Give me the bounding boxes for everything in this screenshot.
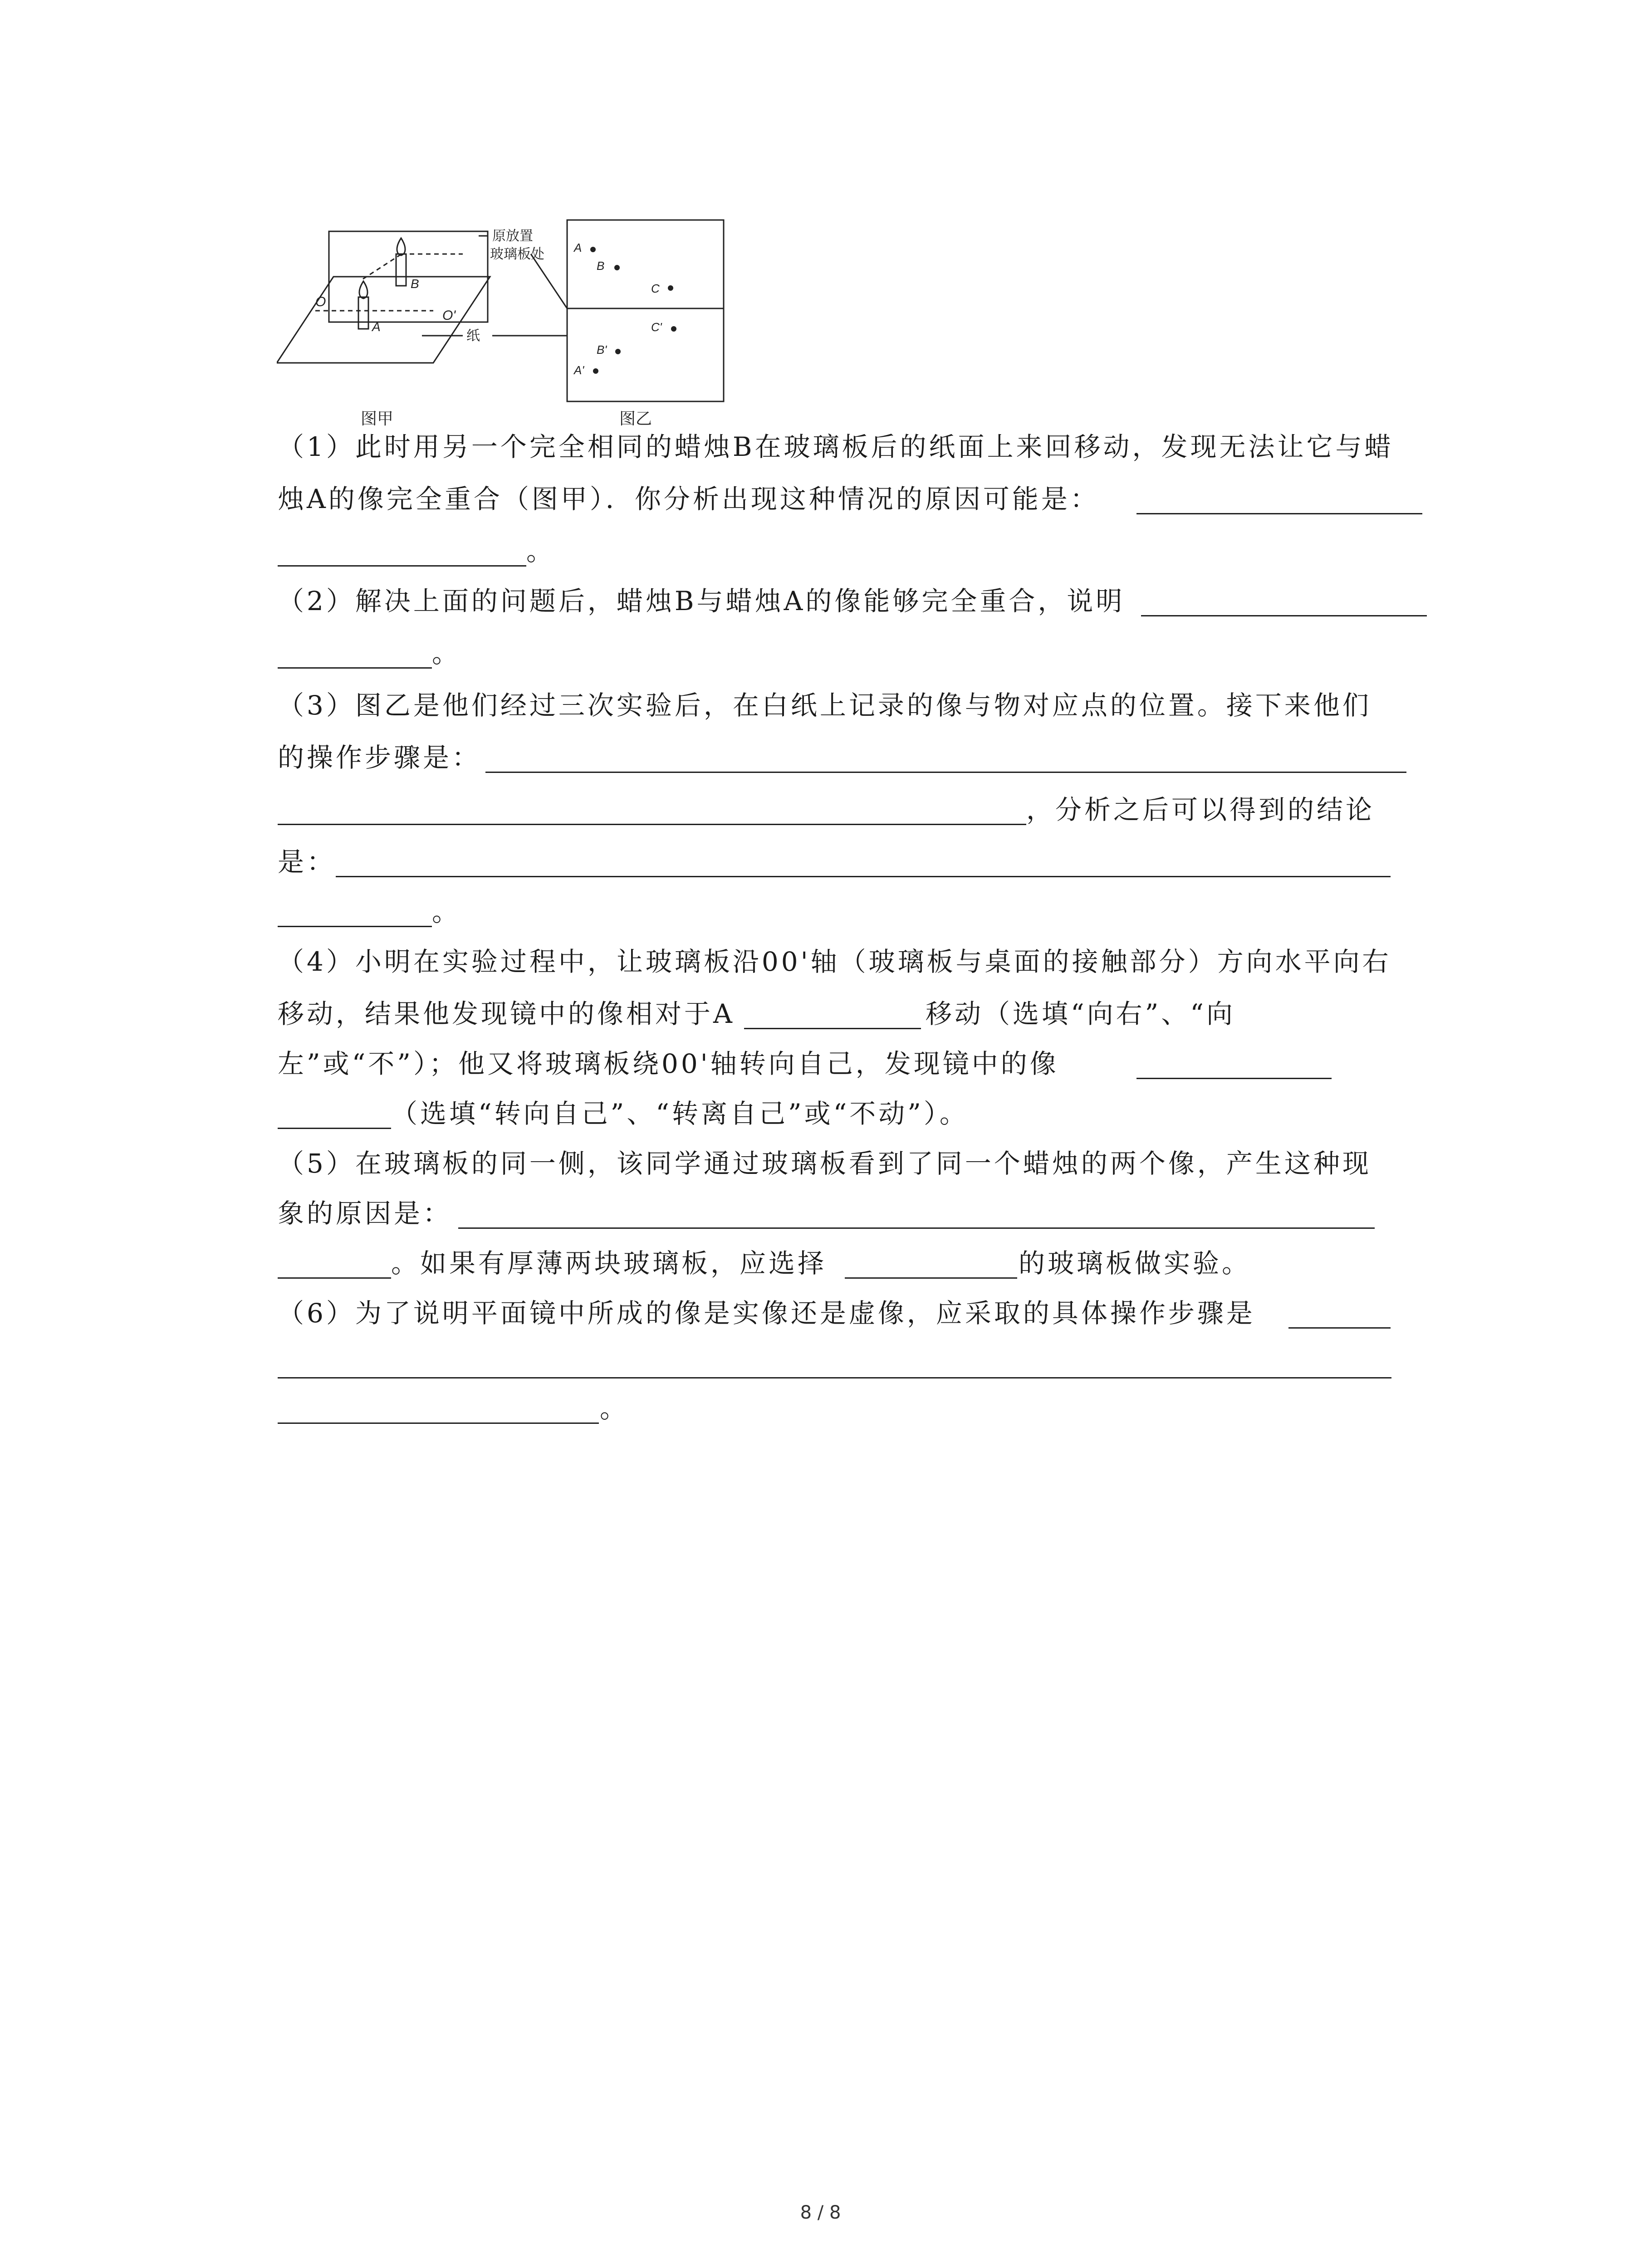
page-number: 8 / 8 — [800, 2202, 841, 2223]
q3-answer-blank-3[interactable] — [336, 876, 1391, 877]
experiment-figure — [277, 218, 730, 431]
q1-line-2: 烛A的像完全重合（图甲）．你分析出现这种情况的原因可能是： — [0, 474, 1641, 524]
glass-callout-line2: 玻璃板处 — [490, 247, 544, 262]
q4-line-1: （4）小明在实验过程中，让玻璃板沿00'轴（玻璃板与桌面的接触部分）方向水平向右 — [278, 946, 1391, 977]
q5-line-2: 象的原因是： — [0, 1188, 1641, 1238]
q6-line-1: （6）为了说明平面镜中所成的像是实像还是虚像，应采取的具体操作步骤是 — [0, 1288, 1641, 1338]
q2-line-1: （2）解决上面的问题后，蜡烛B与蜡烛A的像能够完全重合，说明 — [0, 576, 1641, 626]
q6-answer-blank-1[interactable] — [1288, 1327, 1391, 1329]
q3-answer-blank-2[interactable] — [278, 824, 1026, 825]
q6-answer-blank-3[interactable] — [278, 1422, 599, 1424]
q2-answer-blank-2[interactable] — [278, 667, 432, 669]
label-o: O — [315, 294, 326, 309]
q3-answer-blank-4[interactable] — [278, 926, 432, 927]
q3-answer-blank-1[interactable] — [485, 772, 1406, 773]
q4-line-2: 移动，结果他发现镜中的像相对于A 移动（选填“向右”、“向 — [278, 998, 1235, 1029]
q2-answer-blank-1[interactable] — [1141, 615, 1427, 616]
paper-plane — [277, 277, 490, 363]
point-c-prime-label: C' — [651, 320, 662, 334]
q4-line-3: 左”或“不”）；他又将玻璃板绕00'轴转向自己，发现镜中的像 — [0, 1039, 1641, 1089]
q3-line-1: （3）图乙是他们经过三次实验后，在白纸上记录的像与物对应点的位置。接下来他们 — [278, 690, 1372, 721]
record-sheet — [567, 220, 724, 401]
point-a-prime-label: A' — [574, 363, 584, 377]
point-b — [614, 265, 620, 270]
q5-line-3: 。如果有厚薄两块玻璃板，应选择 的玻璃板做实验。 — [0, 1238, 1641, 1288]
q3-line-3: ，分析之后可以得到的结论 — [0, 785, 1641, 835]
q5-line-1: （5）在玻璃板的同一侧，该同学通过玻璃板看到了同一个蜡烛的两个像，产生这种现 — [278, 1148, 1372, 1179]
candle-a-icon — [358, 297, 368, 329]
q4-answer-blank-1[interactable] — [744, 1028, 921, 1029]
flame-b-icon — [397, 238, 405, 255]
q1-answer-blank-2[interactable] — [278, 565, 526, 567]
q5-answer-blank-3[interactable] — [845, 1277, 1017, 1279]
q4-line-4: （选填“转向自己”、“转离自己”或“不动”）。 — [0, 1089, 1641, 1139]
q5-answer-blank-2[interactable] — [278, 1277, 391, 1279]
q1-answer-blank-1[interactable] — [1136, 513, 1422, 514]
paper-callout: 纸 — [466, 328, 480, 343]
q2-line-2: 。 — [0, 628, 1641, 678]
caption-left: 图甲 — [361, 409, 394, 428]
candle-b-icon — [396, 254, 406, 286]
label-a: A — [372, 320, 381, 334]
q1-line-1: （1）此时用另一个完全相同的蜡烛B在玻璃板后的纸面上来回移动，发现无法让它与蜡 — [278, 431, 1394, 462]
point-a-label: A — [574, 241, 582, 254]
point-c-prime — [671, 326, 676, 332]
q3-line-2: 的操作步骤是： — [0, 733, 1641, 782]
glass-callout-leader-2 — [531, 254, 567, 308]
flame-a-icon — [359, 281, 367, 298]
label-o-prime: O' — [442, 308, 456, 323]
q3-line-4: 是： — [0, 837, 1641, 887]
q6-line-2 — [0, 1338, 1641, 1388]
q1-line-3: 。 — [0, 526, 1641, 576]
q3-line-5: 。 — [0, 887, 1641, 937]
point-b-prime — [615, 349, 621, 354]
q4-answer-blank-3[interactable] — [278, 1128, 391, 1129]
q4-answer-blank-2[interactable] — [1136, 1078, 1332, 1079]
q6-line-3: 。 — [0, 1383, 1641, 1433]
label-b: B — [411, 277, 419, 291]
point-c-label: C — [651, 282, 660, 295]
caption-right: 图乙 — [619, 409, 652, 428]
point-a-prime — [593, 368, 598, 374]
point-c — [668, 285, 673, 291]
point-b-label: B — [597, 259, 605, 273]
glass-callout-line1: 原放置 — [492, 229, 533, 244]
point-b-prime-label: B' — [597, 343, 607, 357]
point-a — [590, 247, 596, 252]
q5-answer-blank-1[interactable] — [458, 1227, 1375, 1229]
q6-answer-blank-2[interactable] — [278, 1377, 1391, 1378]
